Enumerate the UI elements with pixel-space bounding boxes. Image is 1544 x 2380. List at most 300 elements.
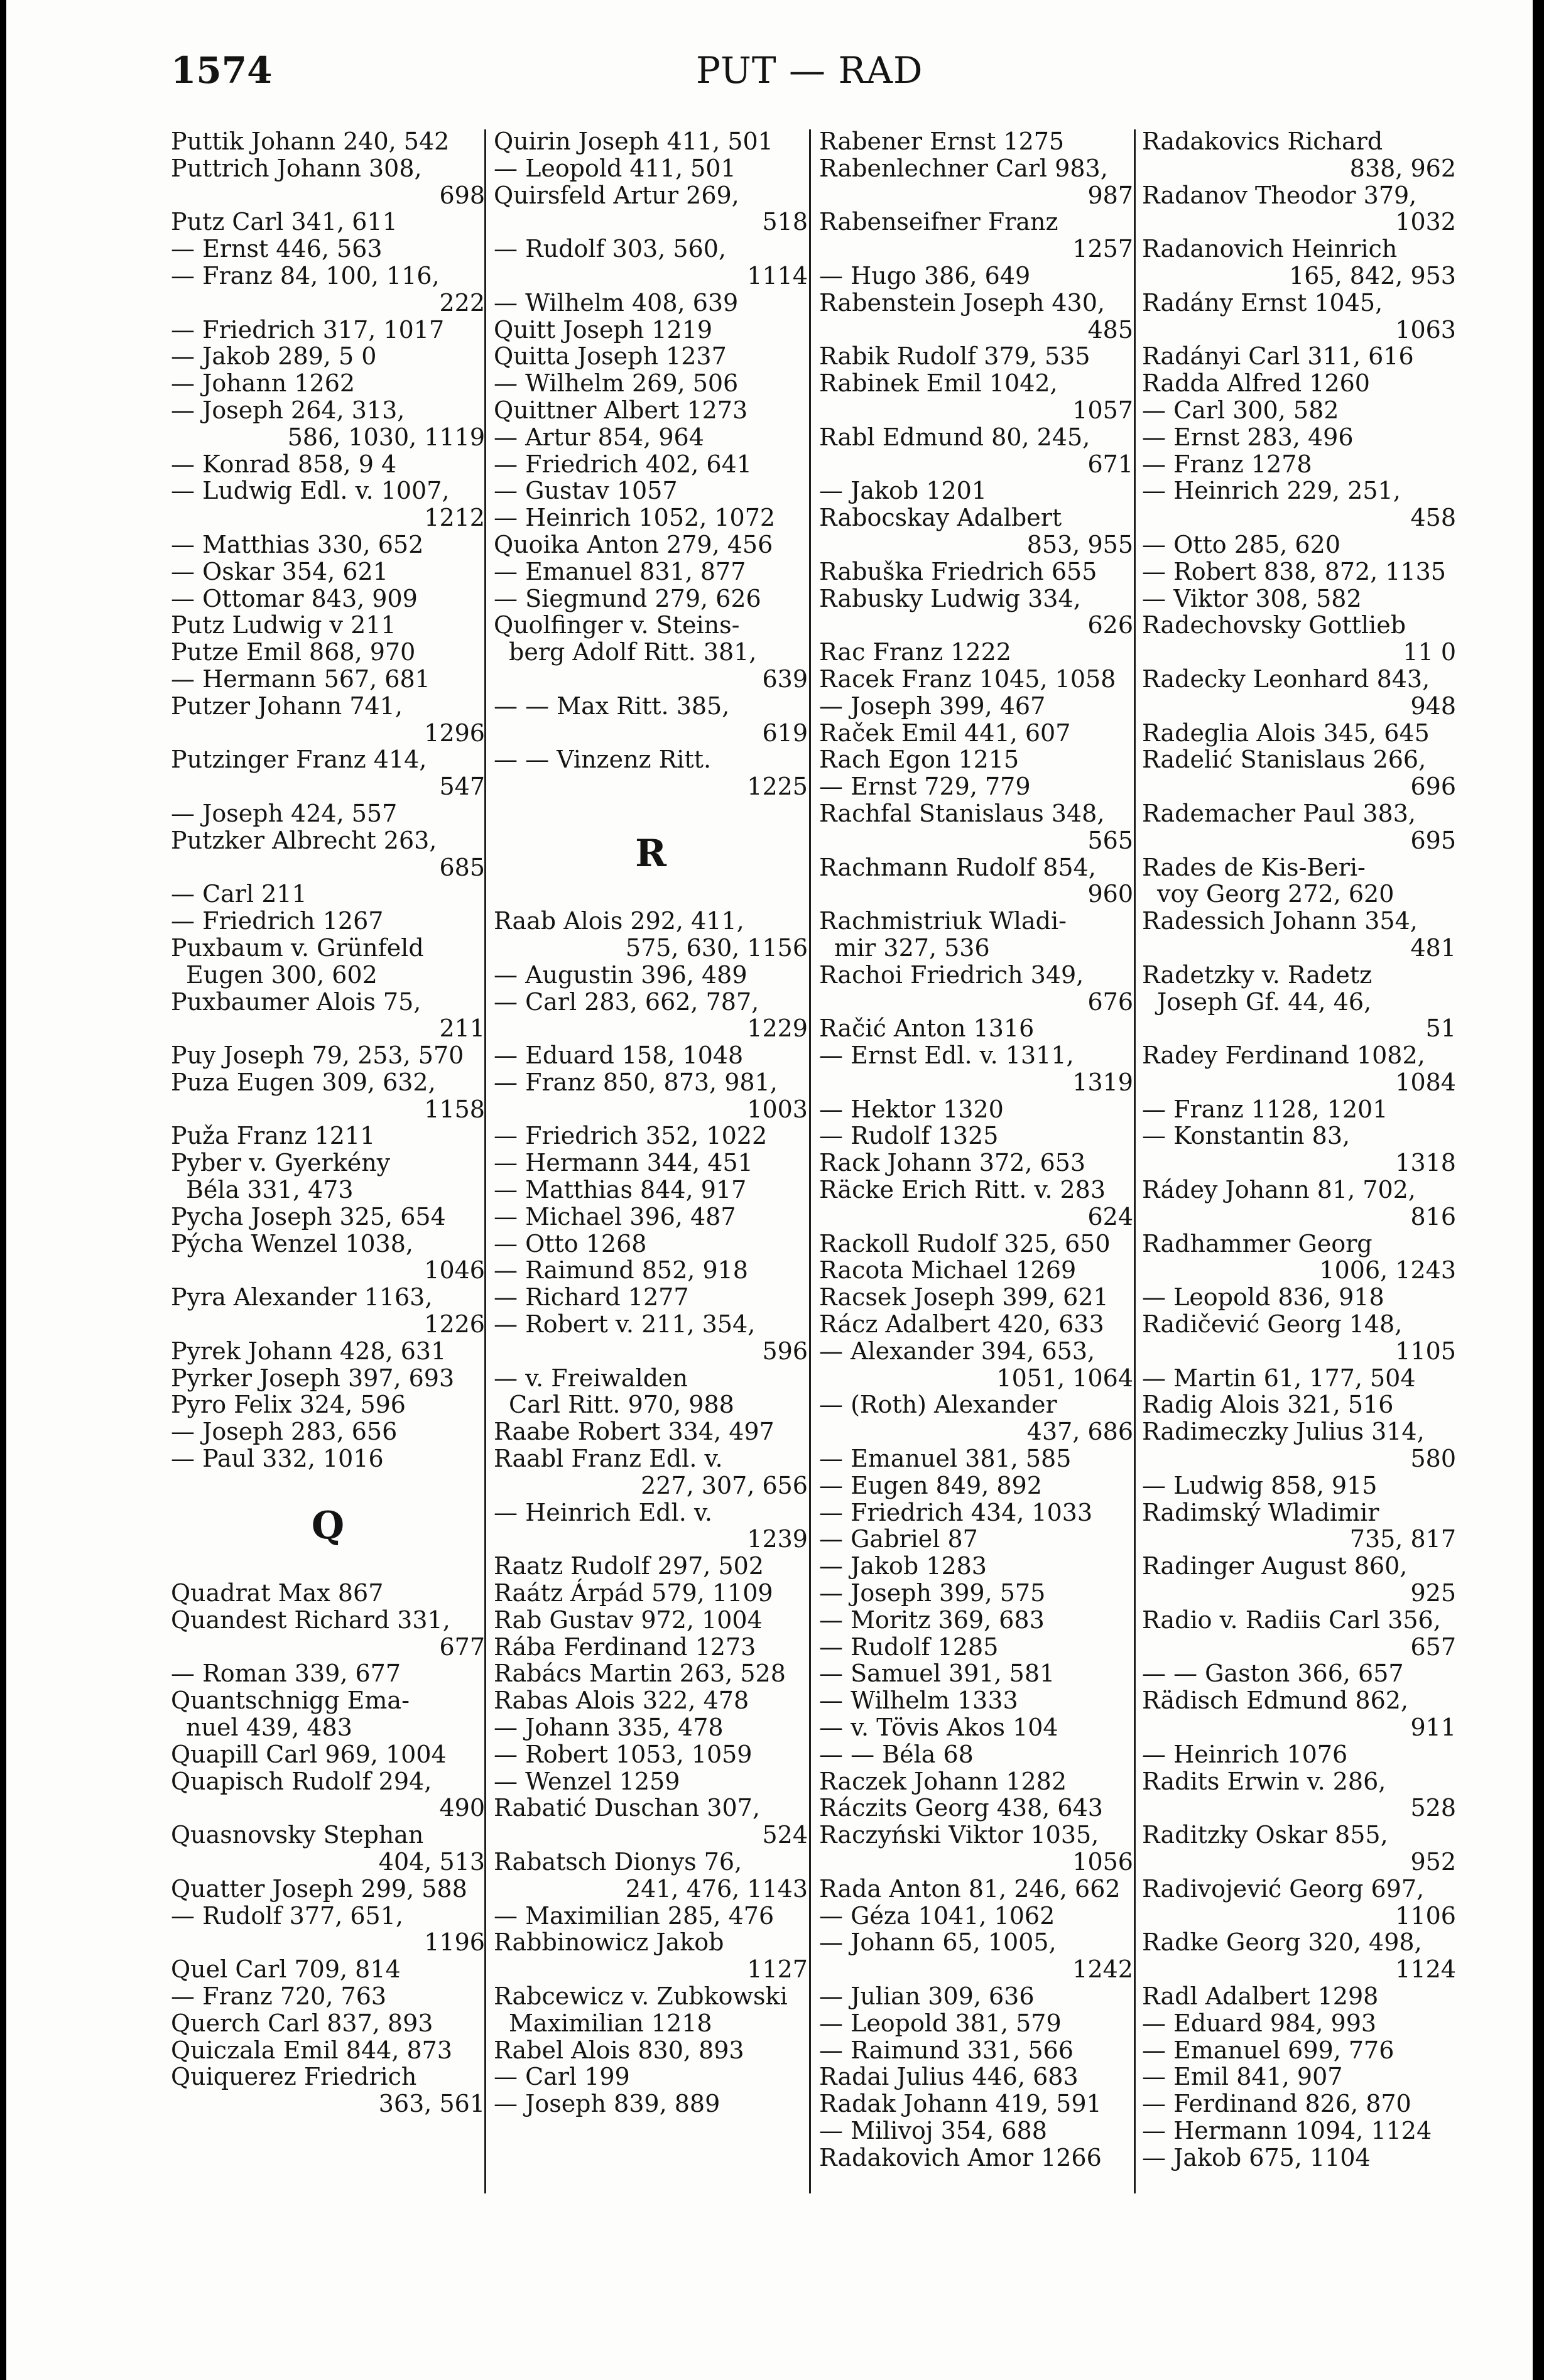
entry-line: — — Béla 68 — [819, 1740, 974, 1768]
entry-line: Quel Carl 709, 814 — [171, 1955, 401, 1984]
entry-line: Rabatić Duschan 307, — [494, 1794, 760, 1822]
entry-line: 437, 686 — [1026, 1418, 1133, 1446]
entry-line: 696 — [1410, 773, 1456, 801]
entry-line: Radke Georg 320, 498, — [1142, 1928, 1422, 1957]
entry-line: — Friedrich 402, 641 — [494, 450, 752, 478]
entry-line: Radányi Carl 311, 616 — [1142, 342, 1414, 371]
entry-line: 925 — [1410, 1579, 1456, 1607]
entry-line: Rabcewicz v. Zubkowski — [494, 1982, 788, 2010]
entry-line: Quandest Richard 331, — [171, 1606, 450, 1634]
entry-line: 677 — [439, 1633, 485, 1661]
entry-line: Rabas Alois 322, 478 — [494, 1687, 749, 1715]
entry-line: 624 — [1087, 1202, 1133, 1231]
entry-line: Quiquerez Friedrich — [171, 2063, 417, 2091]
entry-line: Rachfal Stanislaus 348, — [819, 799, 1105, 827]
entry-line: Raczek Johann 1282 — [819, 1767, 1067, 1795]
entry-line: 51 — [1425, 1014, 1456, 1043]
entry-line: — Maximilian 285, 476 — [494, 1901, 775, 1930]
entry-line: — Alexander 394, 653, — [819, 1337, 1095, 1365]
entry-line: — Ernst 283, 496 — [1142, 423, 1354, 451]
entry-line: 1319 — [1072, 1068, 1133, 1096]
entry-line: 1257 — [1072, 235, 1133, 263]
entry-line: 816 — [1410, 1202, 1456, 1231]
entry-line: Pyra Alexander 1163, — [171, 1283, 433, 1312]
entry-line: Raabe Robert 334, 497 — [494, 1418, 775, 1446]
entry-line: — Friedrich 352, 1022 — [494, 1122, 768, 1150]
entry-line: 547 — [439, 773, 485, 801]
entry-line: Radakovics Richard — [1142, 128, 1383, 155]
entry-line: 1046 — [424, 1256, 485, 1285]
entry-line: 671 — [1087, 450, 1133, 478]
entry-line: — Heinrich Edl. v. — [494, 1498, 712, 1526]
entry-line: — Carl 283, 662, 787, — [494, 987, 759, 1016]
entry-line: Radessich Johann 354, — [1142, 907, 1418, 935]
entry-line: Rabl Edmund 80, 245, — [819, 423, 1090, 451]
entry-line: 1003 — [747, 1095, 808, 1123]
entry-line: Puxbaum v. Grünfeld — [171, 933, 424, 962]
entry-line: Rabács Martin 263, 528 — [494, 1660, 786, 1688]
entry-line: Raabl Franz Edl. v. — [494, 1445, 723, 1473]
entry-line: Radakovich Amor 1266 — [819, 2143, 1102, 2171]
entry-line: Räcke Erich Ritt. v. 283 — [819, 1176, 1106, 1204]
entry-line: Quittner Albert 1273 — [494, 396, 748, 424]
entry-line: Pýcha Wenzel 1038, — [171, 1229, 413, 1258]
entry-line: — Heinrich 1052, 1072 — [494, 504, 776, 532]
entry-line: 518 — [762, 208, 808, 236]
entry-line: — Hermann 344, 451 — [494, 1149, 753, 1177]
entry-line: — Franz 720, 763 — [171, 1982, 387, 2010]
entry-line: 1063 — [1395, 315, 1456, 344]
entry-line: Radetzky v. Radetz — [1142, 960, 1373, 989]
entry-line: Radl Adalbert 1298 — [1142, 1982, 1379, 2010]
entry-line: 575, 630, 1156 — [625, 933, 808, 962]
entry-line: Rachmann Rudolf 854, — [819, 853, 1096, 881]
entry-line: Racsek Joseph 399, 621 — [819, 1283, 1109, 1312]
entry-line: Rack Johann 372, 653 — [819, 1149, 1086, 1177]
entry-line: Rabbinowicz Jakob — [494, 1928, 724, 1957]
entry-line: Rádey Johann 81, 702, — [1142, 1176, 1416, 1204]
entry-line: Raátz Árpád 579, 1109 — [494, 1579, 773, 1607]
entry-line: Radhammer Georg — [1142, 1229, 1373, 1258]
entry-line: — Richard 1277 — [494, 1283, 689, 1312]
entry-line: 838, 962 — [1349, 154, 1456, 182]
entry-line: Rabatsch Dionys 76, — [494, 1848, 742, 1876]
entry-line: Pyrek Johann 428, 631 — [171, 1337, 447, 1365]
entry-line: — Konstantin 83, — [1142, 1122, 1351, 1150]
entry-line: — Paul 332, 1016 — [171, 1445, 384, 1473]
entry-line: — Wilhelm 1333 — [819, 1687, 1018, 1715]
entry-line: Radanov Theodor 379, — [1142, 181, 1417, 209]
entry-line: — Emanuel 381, 585 — [819, 1445, 1072, 1473]
entry-line: Rac Franz 1222 — [819, 638, 1011, 666]
entry-line: — Géza 1041, 1062 — [819, 1901, 1055, 1930]
entry-line: — Franz 1278 — [1142, 450, 1312, 478]
entry-line: 485 — [1087, 315, 1133, 344]
entry-line: — Eduard 984, 993 — [1142, 2009, 1377, 2037]
entry-line: — Joseph 399, 467 — [819, 692, 1046, 720]
entry-line: — Otto 1268 — [494, 1229, 647, 1258]
entry-line: Raab Alois 292, 411, — [494, 907, 744, 935]
entry-line: Putzer Johann 741, — [171, 692, 403, 720]
entry-line: — — Gaston 366, 657 — [1142, 1660, 1404, 1688]
entry-line: Raček Emil 441, 607 — [819, 719, 1071, 747]
entry-line: — Friedrich 317, 1017 — [171, 315, 445, 344]
entry-line: 952 — [1410, 1848, 1456, 1876]
column-3 — [819, 128, 1133, 2171]
entry-line: 165, 842, 953 — [1289, 261, 1456, 290]
entry-line: Radechovsky Gottlieb — [1142, 611, 1406, 639]
entry-line: Radanovich Heinrich — [1142, 235, 1398, 263]
entry-line: Béla 331, 473 — [186, 1176, 354, 1204]
entry-line: — Joseph 283, 656 — [171, 1418, 398, 1446]
entry-line: Raczyński Viktor 1035, — [819, 1821, 1099, 1849]
entry-line: 1106 — [1395, 1901, 1456, 1930]
entry-line: Rabel Alois 830, 893 — [494, 2036, 744, 2064]
entry-line: — Konrad 858, 9 4 — [171, 450, 397, 478]
entry-line: Raatz Rudolf 297, 502 — [494, 1552, 764, 1580]
entry-line: — Michael 396, 487 — [494, 1202, 736, 1231]
entry-line: — Augustin 396, 489 — [494, 960, 748, 989]
entry-line: Ráczits Georg 438, 643 — [819, 1794, 1103, 1822]
entry-line: — Franz 84, 100, 116, — [171, 261, 440, 290]
entry-line: — Hugo 386, 649 — [819, 261, 1031, 290]
entry-line: 639 — [762, 665, 808, 693]
entry-line: Radičević Georg 148, — [1142, 1310, 1403, 1339]
entry-line: 735, 817 — [1349, 1525, 1456, 1553]
entry-line: — Gustav 1057 — [494, 477, 678, 505]
entry-line: Rabusky Ludwig 334, — [819, 584, 1081, 612]
entry-line: 211 — [439, 1014, 485, 1043]
entry-line: Eugen 300, 602 — [186, 960, 378, 989]
entry-line: Carl Ritt. 970, 988 — [509, 1391, 734, 1419]
entry-line: Radimský Wladimir — [1142, 1498, 1379, 1526]
directory-page — [6, 0, 1533, 2380]
entry-line: Maximilian 1218 — [509, 2009, 712, 2037]
entry-line: — Rudolf 303, 560, — [494, 235, 726, 263]
entry-line: — Rudolf 1325 — [819, 1122, 999, 1150]
entry-line: Putze Emil 868, 970 — [171, 638, 416, 666]
entry-line: 1242 — [1072, 1955, 1133, 1984]
entry-line: Puttik Johann 240, 542 — [171, 128, 450, 155]
entry-line: 1296 — [424, 719, 485, 747]
entry-line: — Franz 1128, 1201 — [1142, 1095, 1388, 1123]
entry-line: — Leopold 381, 579 — [819, 2009, 1062, 2037]
entry-line: — Hektor 1320 — [819, 1095, 1004, 1123]
entry-line: — Johann 335, 478 — [494, 1714, 724, 1742]
entry-line: Račić Anton 1316 — [819, 1014, 1035, 1043]
entry-line: Radio v. Radiis Carl 356, — [1142, 1606, 1441, 1634]
entry-line: Rabuška Friedrich 655 — [819, 557, 1097, 585]
page-title: PUT — RAD — [696, 49, 923, 92]
entry-line: 911 — [1410, 1714, 1456, 1742]
entry-line: — Ludwig 858, 915 — [1142, 1471, 1378, 1499]
entry-line: Radey Ferdinand 1082, — [1142, 1041, 1425, 1070]
entry-line: — Martin 61, 177, 504 — [1142, 1364, 1416, 1392]
entry-line: Rademacher Paul 383, — [1142, 799, 1416, 827]
entry-line: — Oskar 354, 621 — [171, 557, 388, 585]
entry-line: Quapill Carl 969, 1004 — [171, 1740, 447, 1768]
entry-line: — Hermann 1094, 1124 — [1142, 2116, 1432, 2144]
entry-line: Querch Carl 837, 893 — [171, 2009, 433, 2037]
entry-line: 685 — [439, 853, 485, 881]
entry-line: Rachmistriuk Wladi- — [819, 907, 1067, 935]
entry-line: Radig Alois 321, 516 — [1142, 1391, 1394, 1419]
entry-line: Rab Gustav 972, 1004 — [494, 1606, 763, 1634]
entry-line: — Carl 211 — [171, 880, 307, 908]
entry-line: Radak Johann 419, 591 — [819, 2090, 1102, 2118]
entry-line: 626 — [1087, 611, 1133, 639]
entry-line: 657 — [1410, 1633, 1456, 1661]
entry-line: — Heinrich 1076 — [1142, 1740, 1348, 1768]
entry-line: — Emanuel 699, 776 — [1142, 2036, 1394, 2064]
column-2 — [494, 128, 808, 2117]
entry-line: — Hermann 567, 681 — [171, 665, 430, 693]
entry-line: 960 — [1087, 880, 1133, 908]
entry-line: — Johann 65, 1005, — [819, 1928, 1057, 1957]
entry-line: — Raimund 852, 918 — [494, 1256, 748, 1285]
entry-line: — Joseph 399, 575 — [819, 1579, 1046, 1607]
column-divider — [809, 129, 811, 2193]
entry-line: 596 — [762, 1337, 808, 1365]
entry-line: Puttrich Johann 308, — [171, 154, 422, 182]
entry-line: — Ferdinand 826, 870 — [1142, 2090, 1411, 2118]
entry-line: Radai Julius 446, 683 — [819, 2063, 1079, 2091]
entry-line: 987 — [1087, 181, 1133, 209]
entry-line: 1127 — [747, 1955, 808, 1984]
entry-line: — Ottomar 843, 909 — [171, 584, 418, 612]
entry-line: Quatter Joseph 299, 588 — [171, 1874, 467, 1903]
entry-line: Rabinek Emil 1042, — [819, 369, 1058, 398]
entry-line: 676 — [1087, 987, 1133, 1016]
entry-line: Rabener Ernst 1275 — [819, 128, 1065, 155]
entry-line: 241, 476, 1143 — [625, 1874, 808, 1903]
entry-line: — Matthias 844, 917 — [494, 1176, 747, 1204]
entry-line: — Viktor 308, 582 — [1142, 584, 1362, 612]
entry-line: Rába Ferdinand 1273 — [494, 1633, 756, 1661]
entry-line: 227, 307, 656 — [641, 1471, 808, 1499]
entry-line: — Joseph 424, 557 — [171, 799, 398, 827]
entry-line: — Ernst 446, 563 — [171, 235, 383, 263]
entry-line: Quiczala Emil 844, 873 — [171, 2036, 453, 2064]
entry-line: Rabenstein Joseph 430, — [819, 288, 1105, 317]
entry-line: 1051, 1064 — [996, 1364, 1133, 1392]
entry-line: 1196 — [424, 1928, 485, 1957]
entry-line: — Artur 854, 964 — [494, 423, 704, 451]
entry-line: Pycha Joseph 325, 654 — [171, 1202, 446, 1231]
entry-line: 1226 — [424, 1310, 485, 1339]
entry-line: Puza Eugen 309, 632, — [171, 1068, 436, 1096]
entry-line: — Eduard 158, 1048 — [494, 1041, 744, 1070]
entry-line: 1229 — [747, 1014, 808, 1043]
entry-line: — Heinrich 229, 251, — [1142, 477, 1401, 505]
entry-line: 404, 513 — [378, 1848, 485, 1876]
entry-line: — Wilhelm 269, 506 — [494, 369, 739, 398]
entry-line: — Rudolf 377, 651, — [171, 1901, 403, 1930]
entry-line: — Jakob 1283 — [819, 1552, 987, 1580]
entry-line: — Wenzel 1259 — [494, 1767, 680, 1795]
entry-line: 1057 — [1072, 396, 1133, 424]
entry-line: — Leopold 836, 918 — [1142, 1283, 1384, 1312]
entry-line: — Samuel 391, 581 — [819, 1660, 1055, 1688]
entry-line: — Otto 285, 620 — [1142, 530, 1340, 558]
entry-line: 580 — [1410, 1445, 1456, 1473]
entry-line: Putzinger Franz 414, — [171, 746, 427, 774]
entry-line: 490 — [439, 1794, 485, 1822]
entry-line: — Julian 309, 636 — [819, 1982, 1035, 2010]
entry-line: Radimeczky Julius 314, — [1142, 1418, 1425, 1446]
entry-line: Rädisch Edmund 862, — [1142, 1687, 1409, 1715]
entry-line: 1032 — [1395, 208, 1456, 236]
entry-line: Joseph Gf. 44, 46, — [1157, 987, 1372, 1016]
entry-line: — Ludwig Edl. v. 1007, — [171, 477, 450, 505]
entry-line: — Moritz 369, 683 — [819, 1606, 1045, 1634]
entry-line: 698 — [439, 181, 485, 209]
entry-line: Pyrker Joseph 397, 693 — [171, 1364, 455, 1392]
entry-line: mir 327, 536 — [834, 933, 990, 962]
entry-line: — Joseph 264, 313, — [171, 396, 405, 424]
entry-line: — Rudolf 1285 — [819, 1633, 999, 1661]
entry-line: — Jakob 1201 — [819, 477, 987, 505]
entry-line: — Franz 850, 873, 981, — [494, 1068, 778, 1096]
entry-line: 11 0 — [1403, 638, 1456, 666]
entry-line: Radeglia Alois 345, 645 — [1142, 719, 1430, 747]
entry-line: — Ernst Edl. v. 1311, — [819, 1041, 1074, 1070]
entry-line: Puxbaumer Alois 75, — [171, 987, 421, 1016]
entry-line: 458 — [1410, 504, 1456, 532]
entry-line: Quoika Anton 279, 456 — [494, 530, 773, 558]
entry-line: Radinger August 860, — [1142, 1552, 1408, 1580]
entry-line: — (Roth) Alexander — [819, 1391, 1057, 1419]
entry-line: — Milivoj 354, 688 — [819, 2116, 1047, 2144]
entry-line: Pyro Felix 324, 596 — [171, 1391, 406, 1419]
entry-line: 853, 955 — [1026, 530, 1133, 558]
entry-line: 695 — [1410, 826, 1456, 854]
entry-line: 1158 — [424, 1095, 485, 1123]
section-letter-r: R — [635, 832, 666, 876]
entry-line: Quolfinger v. Steins- — [494, 611, 740, 639]
entry-line: Rachoi Friedrich 349, — [819, 960, 1084, 989]
entry-line: — Robert v. 211, 354, — [494, 1310, 756, 1339]
entry-line: voy Georg 272, 620 — [1157, 880, 1394, 908]
entry-line: — Carl 199 — [494, 2063, 630, 2091]
page-number: 1574 — [171, 49, 273, 92]
entry-line: Puža Franz 1211 — [171, 1122, 376, 1150]
entry-line: Radány Ernst 1045, — [1142, 288, 1383, 317]
section-letter-q: Q — [311, 1504, 345, 1548]
column-4 — [1142, 128, 1456, 2171]
entry-line: 363, 561 — [378, 2090, 485, 2118]
entry-line: — Roman 339, 677 — [171, 1660, 401, 1688]
entry-line: 528 — [1410, 1794, 1456, 1822]
entry-line: — Johann 1262 — [171, 369, 356, 398]
entry-line: Quadrat Max 867 — [171, 1579, 384, 1607]
entry-line: 1114 — [747, 261, 808, 290]
entry-line: Quitt Joseph 1219 — [494, 315, 713, 344]
entry-line: Radelić Stanislaus 266, — [1142, 746, 1427, 774]
entry-line: Radda Alfred 1260 — [1142, 369, 1370, 398]
entry-line: 1212 — [424, 504, 485, 532]
entry-line: — Wilhelm 408, 639 — [494, 288, 739, 317]
entry-line: 948 — [1410, 692, 1456, 720]
entry-line: Quitta Joseph 1237 — [494, 342, 727, 371]
entry-line: Putzker Albrecht 263, — [171, 826, 437, 854]
entry-line: Rabik Rudolf 379, 535 — [819, 342, 1090, 371]
column-divider — [1134, 129, 1136, 2193]
entry-line: Rades de Kis-Beri- — [1142, 853, 1366, 881]
entry-line: — Friedrich 1267 — [171, 907, 384, 935]
entry-line: Racota Michael 1269 — [819, 1256, 1077, 1285]
entry-line: nuel 439, 483 — [186, 1714, 352, 1742]
entry-line: 1318 — [1395, 1149, 1456, 1177]
entry-line: — Ernst 729, 779 — [819, 773, 1031, 801]
entry-line: Putz Ludwig v 211 — [171, 611, 396, 639]
entry-line: Puy Joseph 79, 253, 570 — [171, 1041, 464, 1070]
entry-line: — — Max Ritt. 385, — [494, 692, 730, 720]
entry-line: — Jakob 289, 5 0 — [171, 342, 377, 371]
entry-line: Rácz Adalbert 420, 633 — [819, 1310, 1104, 1339]
entry-line: Radivojević Georg 697, — [1142, 1874, 1425, 1903]
entry-line: berg Adolf Ritt. 381, — [509, 638, 757, 666]
entry-line: Quapisch Rudolf 294, — [171, 1767, 432, 1795]
entry-line: 222 — [439, 288, 485, 317]
entry-line: Radits Erwin v. 286, — [1142, 1767, 1386, 1795]
entry-line: — Raimund 331, 566 — [819, 2036, 1074, 2064]
entry-line: — Matthias 330, 652 — [171, 530, 424, 558]
entry-line: Raditzky Oskar 855, — [1142, 1821, 1388, 1849]
entry-line: Rabenseifner Franz — [819, 208, 1058, 236]
entry-line: Quirsfeld Artur 269, — [494, 181, 739, 209]
entry-line: — Leopold 411, 501 — [494, 154, 736, 182]
entry-line: Quantschnigg Ema- — [171, 1687, 410, 1715]
entry-line: Rach Egon 1215 — [819, 746, 1019, 774]
entry-line: — Joseph 839, 889 — [494, 2090, 720, 2118]
entry-line: Putz Carl 341, 611 — [171, 208, 398, 236]
entry-line: Quirin Joseph 411, 501 — [494, 128, 773, 155]
entry-line: 1225 — [747, 773, 808, 801]
entry-line: — Robert 838, 872, 1135 — [1142, 557, 1446, 585]
entry-line: Radecky Leonhard 843, — [1142, 665, 1430, 693]
entry-line: Rabocskay Adalbert — [819, 504, 1062, 532]
entry-line: 1084 — [1395, 1068, 1456, 1096]
entry-line: Rada Anton 81, 246, 662 — [819, 1874, 1121, 1903]
entry-line: 586, 1030, 1119 — [287, 423, 485, 451]
entry-line: — Jakob 675, 1104 — [1142, 2143, 1371, 2171]
entry-line: — Friedrich 434, 1033 — [819, 1498, 1093, 1526]
entry-line: — Siegmund 279, 626 — [494, 584, 761, 612]
entry-line: — Robert 1053, 1059 — [494, 1740, 753, 1768]
entry-line: 1239 — [747, 1525, 808, 1553]
entry-line: 1124 — [1395, 1955, 1456, 1984]
entry-line: Quasnovsky Stephan — [171, 1821, 424, 1849]
entry-line: 565 — [1087, 826, 1133, 854]
entry-line: — Carl 300, 582 — [1142, 396, 1339, 424]
entry-line: — v. Freiwalden — [494, 1364, 688, 1392]
entry-line: — Emil 841, 907 — [1142, 2063, 1343, 2091]
entry-line: Rabenlechner Carl 983, — [819, 154, 1108, 182]
entry-line: 524 — [762, 1821, 808, 1849]
entry-line: 1105 — [1395, 1337, 1456, 1365]
entry-line: — — Vinzenz Ritt. — [494, 746, 712, 774]
entry-line: — Eugen 849, 892 — [819, 1471, 1042, 1499]
column-1 — [171, 128, 485, 2117]
entry-line: 481 — [1410, 933, 1456, 962]
entry-line: Rackoll Rudolf 325, 650 — [819, 1229, 1111, 1258]
entry-line: Pyber v. Gyerkény — [171, 1149, 391, 1177]
entry-line: 1006, 1243 — [1319, 1256, 1456, 1285]
entry-line: — v. Tövis Akos 104 — [819, 1714, 1058, 1742]
entry-line: 619 — [762, 719, 808, 747]
entry-line: — Emanuel 831, 877 — [494, 557, 746, 585]
